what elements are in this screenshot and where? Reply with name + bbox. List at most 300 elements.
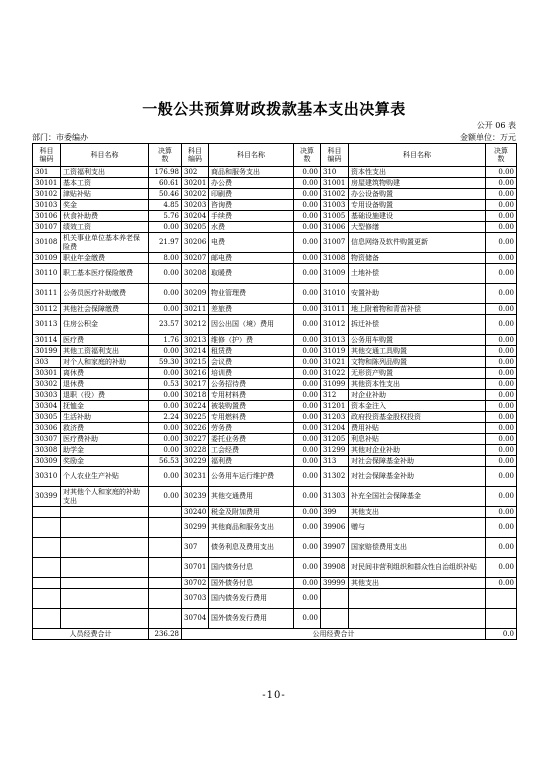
header-name-3: 科目名称 bbox=[349, 144, 486, 167]
name-cell: 咨询费 bbox=[209, 200, 294, 211]
name-cell: 对其他个人和家庭的补助支出 bbox=[61, 487, 149, 507]
name-cell: 国内债务付息 bbox=[209, 558, 294, 578]
table-row bbox=[33, 434, 517, 445]
name-cell: 退职（役）费 bbox=[61, 390, 149, 401]
amount-cell: 0.00 bbox=[294, 434, 321, 445]
amount-cell: 0.00 bbox=[486, 189, 517, 200]
name-cell: 医疗费 bbox=[61, 335, 149, 346]
code-cell: 30207 bbox=[182, 253, 209, 264]
header-code-3: 科目 编码 bbox=[321, 144, 349, 167]
code-cell: 39906 bbox=[321, 518, 349, 538]
page-title: 一般公共预算财政拨款基本支出决算表 bbox=[142, 100, 406, 118]
code-cell: 30111 bbox=[33, 284, 61, 304]
amount-cell: 0.00 bbox=[294, 507, 321, 518]
name-cell: 维修（护）费 bbox=[209, 335, 294, 346]
amount-cell: 0.00 bbox=[486, 211, 517, 222]
amount-cell: 0.00 bbox=[294, 412, 321, 423]
name-cell bbox=[61, 538, 149, 558]
code-cell: 31201 bbox=[321, 401, 349, 412]
amount-cell: 0.00 bbox=[294, 346, 321, 357]
name-cell: 医疗费补助 bbox=[61, 434, 149, 445]
code-cell: 31007 bbox=[321, 233, 349, 253]
code-cell: 30240 bbox=[182, 507, 209, 518]
amount-cell: 0.00 bbox=[294, 487, 321, 507]
code-cell: 301 bbox=[33, 167, 61, 178]
amount-cell: 23.57 bbox=[149, 315, 182, 335]
amount-cell: 4.85 bbox=[149, 200, 182, 211]
name-cell: 职工基本医疗保险缴费 bbox=[61, 264, 149, 284]
code-cell: 30113 bbox=[33, 315, 61, 335]
table-row bbox=[33, 222, 517, 233]
table-row bbox=[33, 538, 517, 558]
code-cell: 30704 bbox=[182, 609, 209, 629]
name-cell: 取暖费 bbox=[209, 264, 294, 284]
header-amount-1: 决算 数 bbox=[149, 144, 182, 167]
code-cell: 30701 bbox=[182, 558, 209, 578]
amount-cell: 0.00 bbox=[294, 335, 321, 346]
name-cell: 商品和服务支出 bbox=[209, 167, 294, 178]
name-cell: 公务用车运行维护费 bbox=[209, 467, 294, 487]
code-cell: 30303 bbox=[33, 390, 61, 401]
code-cell: 30213 bbox=[182, 335, 209, 346]
amount-cell: 5.76 bbox=[149, 211, 182, 222]
name-cell: 奖金 bbox=[61, 200, 149, 211]
table-row bbox=[33, 211, 517, 222]
amount-cell: 0.00 bbox=[149, 401, 182, 412]
amount-cell: 0.00 bbox=[486, 487, 517, 507]
amount-cell: 0.00 bbox=[294, 222, 321, 233]
table-row bbox=[33, 233, 517, 253]
name-cell: 因公出国（境）费用 bbox=[209, 315, 294, 335]
code-cell: 31003 bbox=[321, 200, 349, 211]
name-cell: 印刷费 bbox=[209, 189, 294, 200]
table-row bbox=[33, 368, 517, 379]
name-cell: 土地补偿 bbox=[349, 264, 486, 284]
amount-cell: 0.00 bbox=[294, 401, 321, 412]
name-cell: 工资福利支出 bbox=[61, 167, 149, 178]
amount-cell: 0.00 bbox=[149, 304, 182, 315]
amount-cell: 59.30 bbox=[149, 357, 182, 368]
code-cell: 30227 bbox=[182, 434, 209, 445]
header-name-2: 科目名称 bbox=[209, 144, 294, 167]
code-cell: 31022 bbox=[321, 368, 349, 379]
code-cell: 30109 bbox=[33, 253, 61, 264]
code-cell: 30108 bbox=[33, 233, 61, 253]
name-cell: 专用材料费 bbox=[209, 390, 294, 401]
table-row bbox=[33, 189, 517, 200]
department-label: 部门：市委编办 bbox=[32, 133, 88, 142]
name-cell: 邮电费 bbox=[209, 253, 294, 264]
name-cell: 工会经费 bbox=[209, 445, 294, 456]
name-cell: 离休费 bbox=[61, 368, 149, 379]
amount-cell: 0.00 bbox=[149, 264, 182, 284]
code-cell: 30211 bbox=[182, 304, 209, 315]
name-cell: 赠与 bbox=[349, 518, 486, 538]
amount-cell: 50.46 bbox=[149, 189, 182, 200]
table-row bbox=[33, 445, 517, 456]
code-cell: 313 bbox=[321, 456, 349, 467]
name-cell: 租赁费 bbox=[209, 346, 294, 357]
amount-cell: 0.00 bbox=[486, 315, 517, 335]
amount-cell: 0.00 bbox=[486, 518, 517, 538]
code-cell: 31019 bbox=[321, 346, 349, 357]
name-cell: 拆迁补偿 bbox=[349, 315, 486, 335]
amount-cell: 0.00 bbox=[294, 284, 321, 304]
amount-cell: 8.00 bbox=[149, 253, 182, 264]
name-cell: 对民间非营利组织和群众性自治组织补贴 bbox=[349, 558, 486, 578]
amount-cell: 0.00 bbox=[486, 379, 517, 390]
table-row bbox=[33, 390, 517, 401]
code-cell: 30212 bbox=[182, 315, 209, 335]
header-name-1: 科目名称 bbox=[61, 144, 149, 167]
code-cell: 30239 bbox=[182, 487, 209, 507]
code-cell: 31008 bbox=[321, 253, 349, 264]
name-cell: 物业管理费 bbox=[209, 284, 294, 304]
code-cell: 30224 bbox=[182, 401, 209, 412]
amount-cell: 0.00 bbox=[149, 487, 182, 507]
amount-cell: 0.00 bbox=[294, 518, 321, 538]
name-cell: 资本金注入 bbox=[349, 401, 486, 412]
amount-cell: 0.00 bbox=[294, 189, 321, 200]
name-cell: 职业年金缴费 bbox=[61, 253, 149, 264]
name-cell: 政府投资基金股权投资 bbox=[349, 412, 486, 423]
name-cell: 大型修缮 bbox=[349, 222, 486, 233]
amount-cell: 0.00 bbox=[486, 284, 517, 304]
amount-cell: 1.76 bbox=[149, 335, 182, 346]
table-row bbox=[33, 178, 517, 189]
code-cell: 30203 bbox=[182, 200, 209, 211]
name-cell: 其他资本性支出 bbox=[349, 379, 486, 390]
amount-cell: 0.00 bbox=[294, 167, 321, 178]
amount-cell: 0.00 bbox=[294, 467, 321, 487]
name-cell: 劳务费 bbox=[209, 423, 294, 434]
code-cell: 30202 bbox=[182, 189, 209, 200]
name-cell: 救济费 bbox=[61, 423, 149, 434]
code-cell: 30228 bbox=[182, 445, 209, 456]
name-cell: 绩效工资 bbox=[61, 222, 149, 233]
code-cell bbox=[321, 609, 349, 629]
table-row bbox=[33, 412, 517, 423]
amount-cell: 0.00 bbox=[294, 253, 321, 264]
code-cell: 30229 bbox=[182, 456, 209, 467]
table-row bbox=[33, 284, 517, 304]
name-cell: 培训费 bbox=[209, 368, 294, 379]
amount-cell: 0.00 bbox=[486, 401, 517, 412]
amount-cell: 0.53 bbox=[149, 379, 182, 390]
name-cell: 退休费 bbox=[61, 379, 149, 390]
name-cell: 机关事业单位基本养老保险费 bbox=[61, 233, 149, 253]
amount-cell: 0.00 bbox=[486, 264, 517, 284]
code-cell: 30112 bbox=[33, 304, 61, 315]
code-cell: 31006 bbox=[321, 222, 349, 233]
amount-cell: 0.00 bbox=[294, 589, 321, 609]
name-cell: 抚恤金 bbox=[61, 401, 149, 412]
amount-cell: 0.00 bbox=[294, 357, 321, 368]
code-cell: 30225 bbox=[182, 412, 209, 423]
amount-cell: 0.00 bbox=[486, 346, 517, 357]
name-cell: 房屋建筑物购建 bbox=[349, 178, 486, 189]
table-row bbox=[33, 253, 517, 264]
code-cell: 31302 bbox=[321, 467, 349, 487]
code-cell: 30101 bbox=[33, 178, 61, 189]
code-cell: 30214 bbox=[182, 346, 209, 357]
code-cell: 30301 bbox=[33, 368, 61, 379]
amount-cell: 0.00 bbox=[486, 578, 517, 589]
table-row bbox=[33, 589, 517, 609]
code-cell: 30107 bbox=[33, 222, 61, 233]
amount-cell bbox=[149, 578, 182, 589]
amount-cell: 0.00 bbox=[294, 211, 321, 222]
amount-cell: 2.24 bbox=[149, 412, 182, 423]
amount-cell: 0.00 bbox=[149, 423, 182, 434]
code-cell: 30201 bbox=[182, 178, 209, 189]
table-row bbox=[33, 423, 517, 434]
name-cell: 手续费 bbox=[209, 211, 294, 222]
name-cell: 对社会保障基金补助 bbox=[349, 456, 486, 467]
name-cell: 基本工资 bbox=[61, 178, 149, 189]
header-amount-3: 决算 数 bbox=[486, 144, 517, 167]
name-cell: 国内债务发行费用 bbox=[209, 589, 294, 609]
name-cell: 公务员医疗补助缴费 bbox=[61, 284, 149, 304]
code-cell: 30106 bbox=[33, 211, 61, 222]
name-cell: 无形资产购置 bbox=[349, 368, 486, 379]
table-row bbox=[33, 315, 517, 335]
name-cell: 其他支出 bbox=[349, 507, 486, 518]
amount-cell: 0.00 bbox=[486, 467, 517, 487]
name-cell: 水费 bbox=[209, 222, 294, 233]
amount-cell: 0.00 bbox=[149, 284, 182, 304]
code-cell bbox=[33, 609, 61, 629]
name-cell: 福利费 bbox=[209, 456, 294, 467]
amount-cell: 0.00 bbox=[294, 445, 321, 456]
table-row bbox=[33, 200, 517, 211]
table-row bbox=[33, 518, 517, 538]
code-cell: 303 bbox=[33, 357, 61, 368]
name-cell: 差旅费 bbox=[209, 304, 294, 315]
name-cell: 其他工资福利支出 bbox=[61, 346, 149, 357]
amount-cell: 60.61 bbox=[149, 178, 182, 189]
name-cell: 津贴补贴 bbox=[61, 189, 149, 200]
table-header-row bbox=[33, 144, 517, 167]
code-cell: 310 bbox=[321, 167, 349, 178]
amount-cell: 0.00 bbox=[294, 178, 321, 189]
code-cell: 30304 bbox=[33, 401, 61, 412]
name-cell: 对社会保障基金补助 bbox=[349, 467, 486, 487]
code-cell: 30310 bbox=[33, 467, 61, 487]
amount-cell: 0.00 bbox=[486, 335, 517, 346]
code-cell bbox=[33, 578, 61, 589]
name-cell: 其他交通费用 bbox=[209, 487, 294, 507]
document-code: 公开 06 表 bbox=[476, 121, 516, 130]
code-cell: 31099 bbox=[321, 379, 349, 390]
code-cell: 30199 bbox=[33, 346, 61, 357]
code-cell: 31299 bbox=[321, 445, 349, 456]
table-row bbox=[33, 346, 517, 357]
amount-cell: 0.00 bbox=[294, 423, 321, 434]
code-cell: 30703 bbox=[182, 589, 209, 609]
code-cell: 39999 bbox=[321, 578, 349, 589]
code-cell: 312 bbox=[321, 390, 349, 401]
name-cell: 生活补助 bbox=[61, 412, 149, 423]
table-row bbox=[33, 401, 517, 412]
code-cell: 31011 bbox=[321, 304, 349, 315]
name-cell: 地上附着物和青苗补偿 bbox=[349, 304, 486, 315]
name-cell: 安置补助 bbox=[349, 284, 486, 304]
name-cell: 公务招待费 bbox=[209, 379, 294, 390]
name-cell: 其他支出 bbox=[349, 578, 486, 589]
name-cell bbox=[61, 578, 149, 589]
code-cell: 399 bbox=[321, 507, 349, 518]
code-cell bbox=[33, 558, 61, 578]
personnel-total-value: 236.28 bbox=[149, 629, 182, 640]
name-cell: 办公费 bbox=[209, 178, 294, 189]
code-cell: 30226 bbox=[182, 423, 209, 434]
name-cell bbox=[349, 609, 486, 629]
table-body bbox=[33, 167, 517, 629]
table-row bbox=[33, 467, 517, 487]
amount-cell bbox=[149, 609, 182, 629]
code-cell: 39908 bbox=[321, 558, 349, 578]
code-cell: 30102 bbox=[33, 189, 61, 200]
name-cell: 国外债务付息 bbox=[209, 578, 294, 589]
table-row bbox=[33, 167, 517, 178]
name-cell: 国家赔偿费用支出 bbox=[349, 538, 486, 558]
amount-cell: 0.00 bbox=[486, 200, 517, 211]
amount-cell bbox=[149, 589, 182, 609]
name-cell: 伙食补助费 bbox=[61, 211, 149, 222]
code-cell: 30399 bbox=[33, 487, 61, 507]
code-cell: 30209 bbox=[182, 284, 209, 304]
name-cell: 债务利息及费用支出 bbox=[209, 538, 294, 558]
amount-cell: 0.00 bbox=[294, 538, 321, 558]
table-row bbox=[33, 487, 517, 507]
name-cell: 个人农业生产补贴 bbox=[61, 467, 149, 487]
amount-cell bbox=[149, 518, 182, 538]
code-cell: 30110 bbox=[33, 264, 61, 284]
name-cell: 专用设备购置 bbox=[349, 200, 486, 211]
code-cell: 30299 bbox=[182, 518, 209, 538]
amount-cell bbox=[486, 609, 517, 629]
code-cell: 31303 bbox=[321, 487, 349, 507]
name-cell: 办公设备购置 bbox=[349, 189, 486, 200]
amount-cell: 0.00 bbox=[486, 233, 517, 253]
amount-cell: 0.00 bbox=[294, 264, 321, 284]
code-cell: 31012 bbox=[321, 315, 349, 335]
name-cell bbox=[349, 589, 486, 609]
name-cell: 对企业补助 bbox=[349, 390, 486, 401]
name-cell: 其他商品和服务支出 bbox=[209, 518, 294, 538]
table-row bbox=[33, 379, 517, 390]
code-cell bbox=[33, 518, 61, 538]
name-cell: 专用燃料费 bbox=[209, 412, 294, 423]
amount-cell: 0.00 bbox=[294, 233, 321, 253]
name-cell bbox=[61, 518, 149, 538]
amount-cell: 56.53 bbox=[149, 456, 182, 467]
code-cell: 30302 bbox=[33, 379, 61, 390]
name-cell: 国外债务发行费用 bbox=[209, 609, 294, 629]
amount-cell: 176.98 bbox=[149, 167, 182, 178]
name-cell: 资本性支出 bbox=[349, 167, 486, 178]
code-cell: 30208 bbox=[182, 264, 209, 284]
code-cell: 30217 bbox=[182, 379, 209, 390]
table-row bbox=[33, 578, 517, 589]
name-cell: 委托业务费 bbox=[209, 434, 294, 445]
amount-cell: 0.00 bbox=[486, 368, 517, 379]
name-cell: 助学金 bbox=[61, 445, 149, 456]
amount-cell: 0.00 bbox=[486, 558, 517, 578]
table-row bbox=[33, 456, 517, 467]
table-row bbox=[33, 609, 517, 629]
code-cell: 31013 bbox=[321, 335, 349, 346]
header-code-2: 科目 编码 bbox=[182, 144, 209, 167]
name-cell bbox=[61, 507, 149, 518]
code-cell: 31001 bbox=[321, 178, 349, 189]
code-cell: 39907 bbox=[321, 538, 349, 558]
amount-cell: 0.00 bbox=[486, 412, 517, 423]
amount-cell: 0.00 bbox=[486, 456, 517, 467]
table-row bbox=[33, 558, 517, 578]
code-cell: 31205 bbox=[321, 434, 349, 445]
amount-cell: 0.00 bbox=[294, 379, 321, 390]
amount-cell: 0.00 bbox=[149, 346, 182, 357]
name-cell: 对个人和家庭的补助 bbox=[61, 357, 149, 368]
name-cell: 信息网络及软件购置更新 bbox=[349, 233, 486, 253]
code-cell: 30231 bbox=[182, 467, 209, 487]
amount-cell: 0.00 bbox=[149, 368, 182, 379]
code-cell: 31021 bbox=[321, 357, 349, 368]
code-cell: 30306 bbox=[33, 423, 61, 434]
amount-cell: 0.00 bbox=[294, 609, 321, 629]
amount-cell: 0.00 bbox=[149, 467, 182, 487]
name-cell: 奖励金 bbox=[61, 456, 149, 467]
budget-expenditure-table bbox=[32, 143, 517, 640]
code-cell: 31002 bbox=[321, 189, 349, 200]
code-cell: 302 bbox=[182, 167, 209, 178]
code-cell: 30114 bbox=[33, 335, 61, 346]
amount-cell: 0.00 bbox=[294, 315, 321, 335]
code-cell: 31005 bbox=[321, 211, 349, 222]
table-row bbox=[33, 357, 517, 368]
amount-cell: 0.00 bbox=[294, 390, 321, 401]
code-cell: 30308 bbox=[33, 445, 61, 456]
name-cell: 税金及附加费用 bbox=[209, 507, 294, 518]
name-cell: 住房公积金 bbox=[61, 315, 149, 335]
unit-label: 金额单位：万元 bbox=[460, 133, 516, 142]
code-cell: 30216 bbox=[182, 368, 209, 379]
code-cell: 31010 bbox=[321, 284, 349, 304]
amount-cell: 0.00 bbox=[294, 578, 321, 589]
amount-cell: 0.00 bbox=[294, 456, 321, 467]
name-cell: 物资储备 bbox=[349, 253, 486, 264]
name-cell: 其他社会保障缴费 bbox=[61, 304, 149, 315]
code-cell bbox=[33, 507, 61, 518]
name-cell: 其他对企业补助 bbox=[349, 445, 486, 456]
amount-cell: 0.00 bbox=[149, 390, 182, 401]
code-cell: 30702 bbox=[182, 578, 209, 589]
code-cell: 31009 bbox=[321, 264, 349, 284]
page-number: -10- bbox=[262, 690, 286, 701]
name-cell: 补充全国社会保障基金 bbox=[349, 487, 486, 507]
code-cell: 307 bbox=[182, 538, 209, 558]
amount-cell bbox=[149, 538, 182, 558]
name-cell: 会议费 bbox=[209, 357, 294, 368]
header-amount-2: 决算 数 bbox=[294, 144, 321, 167]
name-cell: 利息补贴 bbox=[349, 434, 486, 445]
amount-cell: 0.00 bbox=[294, 200, 321, 211]
amount-cell: 0.00 bbox=[486, 538, 517, 558]
name-cell bbox=[61, 609, 149, 629]
amount-cell: 0.00 bbox=[486, 507, 517, 518]
